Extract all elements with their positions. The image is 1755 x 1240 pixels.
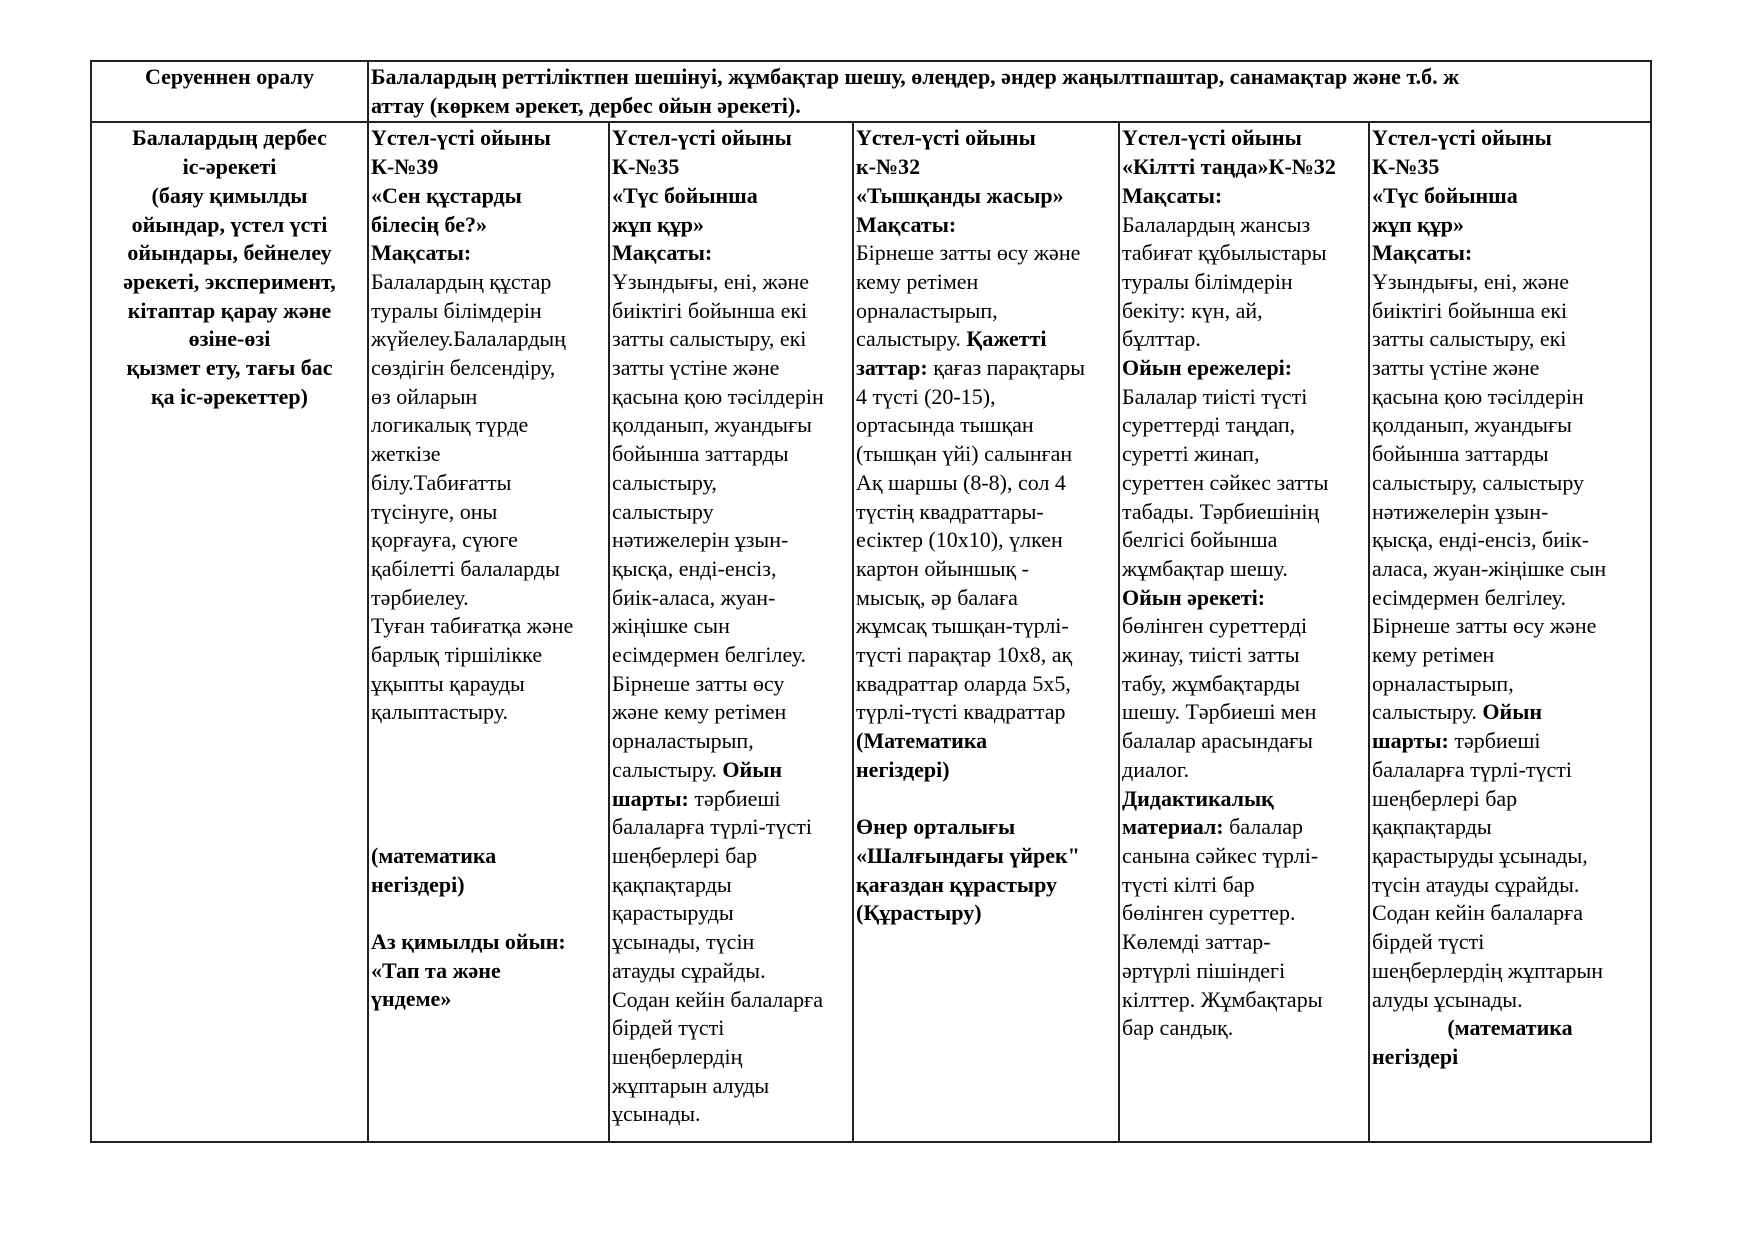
text-line: ұқыпты қарауды bbox=[371, 670, 525, 696]
text-line: затты үстіне және bbox=[612, 355, 780, 381]
text-line: шеңберлері бар bbox=[1372, 785, 1518, 811]
text-line: Үстел-үсті ойыны bbox=[371, 125, 551, 151]
text-line: Үстел-үсті ойыны bbox=[612, 125, 792, 151]
text-line: кему ретімен bbox=[856, 268, 979, 294]
text-line: Ойын әрекеті: bbox=[1122, 584, 1266, 610]
text-line: әртүрлі пішіндегі bbox=[1122, 957, 1286, 983]
text-line: Балалар тиісті түсті bbox=[1122, 383, 1308, 409]
text-line: картон ойыншық - bbox=[856, 555, 1029, 581]
text-line: (Құрастыру) bbox=[856, 900, 982, 926]
text-line: К-№35 bbox=[612, 154, 680, 180]
text-line: мысық, әр балаға bbox=[856, 584, 1018, 610]
text-line: суретті жинап, bbox=[1122, 441, 1260, 467]
text-line: қағаздан құрастыру bbox=[856, 871, 1058, 897]
text-line bbox=[612, 785, 850, 814]
text-line: «Түс бойынша bbox=[1372, 182, 1518, 208]
text-line: (баяу қимылды bbox=[151, 182, 308, 208]
text-line bbox=[371, 727, 606, 756]
text-line: аттау (көркем әрекет, дербес ойын әрекеті). bbox=[371, 92, 801, 118]
text-line: шеңберлердің жұптарын bbox=[1372, 957, 1604, 983]
text-line: К-№35 bbox=[1372, 154, 1440, 180]
text-line: белгісі бойынша bbox=[1122, 527, 1278, 553]
text-line bbox=[1372, 727, 1648, 756]
text-line: жұмбақтар шешу. bbox=[1122, 555, 1288, 581]
text-line: материал: bbox=[1122, 814, 1224, 840]
text-line: Ойын ережелері: bbox=[1122, 355, 1293, 381]
text-line: «Тышқанды жасыр» bbox=[856, 182, 1064, 208]
text-line: Үстел-үсті ойыны bbox=[1372, 125, 1552, 151]
text-line: барлық тіршілікке bbox=[371, 642, 543, 668]
text-line: нәтижелерін ұзын- bbox=[1372, 498, 1549, 524]
text-line: түсінуге, оны bbox=[371, 498, 498, 524]
text-line: бекіту: күн, ай, bbox=[1122, 297, 1263, 323]
text-line: салыстыру. bbox=[1372, 699, 1483, 725]
text-line: қысқа, енді-енсіз, bbox=[612, 555, 777, 581]
text-line: Туған табиғатқа және bbox=[371, 613, 574, 639]
text-line: «Кілтті таңда»К-№32 bbox=[1122, 154, 1336, 180]
table-row-independent-activity bbox=[91, 122, 1651, 1142]
text-line: 4 түсті (20-15), bbox=[856, 383, 996, 409]
text-line: кітаптар қарау және bbox=[127, 297, 332, 323]
text-line bbox=[856, 785, 1116, 814]
text-line: өзіне-өзі bbox=[188, 326, 271, 352]
text-line: Ұзындығы, ені, және bbox=[612, 268, 810, 294]
text-line: салыстыру bbox=[612, 498, 714, 524]
text-line: «Шалғындағы үйрек" bbox=[856, 842, 1080, 868]
text-line: білесің бе?» bbox=[371, 211, 488, 237]
table-row-return-from-walk bbox=[91, 61, 1651, 122]
text-line: шарты: bbox=[612, 785, 689, 811]
text-line: әрекеті, эксперимент, bbox=[123, 268, 336, 294]
text-line: білу.Табиғатты bbox=[371, 469, 512, 495]
activity-plan-table bbox=[90, 60, 1652, 1143]
text-line bbox=[856, 325, 1116, 354]
text-line: іс-әрекеті bbox=[182, 154, 277, 180]
text-line: қолданып, жуандығы bbox=[1372, 412, 1572, 438]
text-line bbox=[1122, 813, 1366, 842]
row-label-return-from-walk: Серуеннен оралу bbox=[91, 61, 368, 122]
text-line: түстің квадраттары- bbox=[856, 498, 1044, 524]
text-line: негіздері bbox=[1372, 1043, 1459, 1069]
text-line bbox=[612, 756, 850, 785]
activity-cell-2 bbox=[609, 122, 853, 1142]
text-line: бөлінген суреттер. bbox=[1122, 900, 1296, 926]
text-line: тәрбиеші bbox=[1448, 728, 1541, 754]
text-line: Үстел-үсті ойыны bbox=[856, 125, 1036, 151]
text-line: Мақсаты: bbox=[371, 240, 472, 266]
text-line: шарты: bbox=[1372, 728, 1449, 754]
text-line: санына сәйкес түрлі- bbox=[1122, 842, 1319, 868]
text-line: Көлемді заттар- bbox=[1122, 929, 1271, 955]
text-line: бар сандық. bbox=[1122, 1015, 1234, 1041]
text-line: «Тап та және bbox=[371, 957, 501, 983]
text-line: бірдей түсті bbox=[612, 1015, 725, 1041]
text-line: биіктігі бойынша екі bbox=[612, 297, 808, 323]
text-line: Бірнеше затты өсу және bbox=[856, 240, 1081, 266]
activity-cell-3 bbox=[853, 122, 1119, 1142]
text-line: қабілетті балаларды bbox=[371, 555, 560, 581]
text-line: түсті парақтар 10х8, ақ bbox=[856, 642, 1073, 668]
text-line: табады. Тәрбиешінің bbox=[1122, 498, 1320, 524]
text-line: Ойын bbox=[1482, 699, 1543, 725]
text-line: Содан кейін балаларға bbox=[612, 986, 823, 1012]
text-line: түрлі-түсті квадраттар bbox=[856, 699, 1066, 725]
text-line: балалар bbox=[1223, 814, 1303, 840]
text-line: Ойын bbox=[722, 756, 783, 782]
text-line: (математика bbox=[371, 842, 497, 868]
activity-cell-1 bbox=[368, 122, 609, 1142]
text-line: қорғауға, сүюге bbox=[371, 527, 518, 553]
text-line: салыстыру. bbox=[612, 756, 723, 782]
text-line: диалог. bbox=[1122, 756, 1189, 782]
text-line bbox=[371, 756, 606, 785]
text-line: табиғат құбылыстары bbox=[1122, 240, 1327, 266]
text-line: ұсынады, түсін bbox=[612, 929, 755, 955]
text-line: салыстыру, салыстыру bbox=[1372, 469, 1585, 495]
text-line: суреттен сәйкес затты bbox=[1122, 469, 1329, 495]
text-line: затты салыстыру, екі bbox=[612, 326, 807, 352]
text-line: негіздері) bbox=[856, 756, 950, 782]
text-line: «Түс бойынша bbox=[612, 182, 758, 208]
text-line: (Математика bbox=[856, 728, 988, 754]
text-line: есімдермен белгілеу. bbox=[1372, 584, 1566, 610]
text-line: жұмсақ тышқан-түрлі- bbox=[856, 613, 1069, 639]
text-line: аласа, жуан-жіңішке сын bbox=[1372, 555, 1607, 581]
text-line: жұп құр» bbox=[1372, 211, 1465, 237]
text-line: атауды сұрайды. bbox=[612, 957, 766, 983]
text-line: Мақсаты: bbox=[1122, 182, 1223, 208]
text-line: суреттерді таңдап, bbox=[1122, 412, 1296, 438]
text-line: ойындар, үстел үсті bbox=[131, 211, 328, 237]
text-line: қолданып, жуандығы bbox=[612, 412, 812, 438]
row-label-independent-activity bbox=[91, 122, 368, 1142]
activity-cell-4 bbox=[1119, 122, 1369, 1142]
text-line: Үстел-үсті ойыны bbox=[1122, 125, 1302, 151]
text-line: түсті кілті бар bbox=[1122, 871, 1255, 897]
text-line: Балалардың дербес bbox=[132, 125, 327, 151]
text-line: Бірнеше затты өсу және bbox=[1372, 613, 1597, 639]
text-line: кему ретімен bbox=[1372, 642, 1495, 668]
text-line: Бірнеше затты өсу bbox=[612, 670, 785, 696]
text-line: ойындары, бейнелеу bbox=[127, 240, 332, 266]
text-line: бұлттар. bbox=[1122, 326, 1201, 352]
text-line: шеңберлері бар bbox=[612, 842, 758, 868]
text-line: тәрбиелеу. bbox=[371, 584, 469, 610]
text-line bbox=[371, 899, 606, 928]
text-line: нәтижелерін ұзын- bbox=[612, 527, 789, 553]
text-line: орналастырып, bbox=[612, 728, 754, 754]
text-line: қағаз парақтары bbox=[927, 355, 1086, 381]
text-line: қызмет ету, тағы бас bbox=[126, 355, 333, 381]
text-line bbox=[371, 785, 606, 814]
text-line: балаларға түрлі-түсті bbox=[612, 814, 812, 840]
activity-cell-5 bbox=[1369, 122, 1651, 1142]
text-line: бойынша заттарды bbox=[1372, 441, 1549, 467]
text-line: заттар: bbox=[856, 355, 928, 381]
text-line: «Сен құстарды bbox=[371, 182, 522, 208]
text-line: табу, жұмбақтарды bbox=[1122, 670, 1300, 696]
text-line: қалыптастыру. bbox=[371, 699, 508, 725]
text-line: биік-аласа, жуан- bbox=[612, 584, 776, 610]
text-line: салыстыру, bbox=[612, 469, 717, 495]
text-line: шеңберлердің bbox=[612, 1043, 743, 1069]
text-line: жеткізе bbox=[371, 441, 441, 467]
text-line: Қажетті bbox=[966, 326, 1047, 352]
text-line: Ұзындығы, ені, және bbox=[1372, 268, 1570, 294]
text-line: қысқа, енді-енсіз, биік- bbox=[1372, 527, 1590, 553]
text-line: орналастырып, bbox=[856, 297, 998, 323]
text-line: Балалардың реттіліктпен шешінуі, жұмбақтар шешу, өлеңдер, әндер жаңылтпаштар, санамақтар және т.б. ж bbox=[371, 64, 1460, 89]
text-line: Балалардың жансыз bbox=[1122, 211, 1311, 237]
text-line: туралы білімдерін bbox=[371, 297, 542, 323]
return-from-walk-description bbox=[368, 61, 1651, 122]
text-line: сөздігін белсендіру, bbox=[371, 355, 556, 381]
text-line: түсін атауды сұрайды. bbox=[1372, 871, 1580, 897]
text-line: Өнер орталығы bbox=[856, 814, 1016, 840]
text-line: квадраттар оларда 5х5, bbox=[856, 670, 1071, 696]
text-line: жіңішке сын bbox=[612, 613, 730, 639]
text-line: алуды ұсынады. bbox=[1372, 986, 1523, 1012]
text-line: қақпақтарды bbox=[612, 871, 732, 897]
text-line: шешу. Тәрбиеші мен bbox=[1122, 699, 1317, 725]
text-line: жұп құр» bbox=[612, 211, 705, 237]
text-line bbox=[856, 354, 1116, 383]
text-line: және кему ретімен bbox=[612, 699, 787, 725]
text-line: туралы білімдерін bbox=[1122, 268, 1293, 294]
text-line: Балалардың құстар bbox=[371, 268, 552, 294]
text-line: бірдей түсті bbox=[1372, 929, 1485, 955]
text-line: затты үстіне және bbox=[1372, 355, 1540, 381]
text-line: тәрбиеші bbox=[688, 785, 781, 811]
text-line: Мақсаты: bbox=[856, 211, 957, 237]
text-line: балаларға түрлі-түсті bbox=[1372, 756, 1572, 782]
text-line: үндеме» bbox=[371, 986, 452, 1012]
text-line bbox=[371, 813, 606, 842]
text-line: балалар арасындағы bbox=[1122, 728, 1313, 754]
text-line: негіздері) bbox=[371, 871, 465, 897]
text-line: бойынша заттарды bbox=[612, 441, 789, 467]
text-line: қақпақтарды bbox=[1372, 814, 1492, 840]
text-line: есімдермен белгілеу. bbox=[612, 642, 806, 668]
text-line: логикалық түрде bbox=[371, 412, 529, 438]
text-line: Содан кейін балаларға bbox=[1372, 900, 1583, 926]
text-line: биіктігі бойынша екі bbox=[1372, 297, 1568, 323]
text-line: к-№32 bbox=[856, 154, 921, 180]
text-line: қа іс-әрекеттер) bbox=[151, 383, 308, 409]
text-line: қасына қою тәсілдерін bbox=[1372, 383, 1584, 409]
text-line: есіктер (10х10), үлкен bbox=[856, 527, 1063, 553]
text-line: (математика bbox=[1447, 1015, 1573, 1041]
text-line: ортасында тышқан bbox=[856, 412, 1034, 438]
text-line: ұсынады. bbox=[612, 1101, 701, 1127]
text-line: жинау, тиісті затты bbox=[1122, 642, 1300, 668]
text-line: өз ойларын bbox=[371, 383, 478, 409]
text-line: затты салыстыру, екі bbox=[1372, 326, 1567, 352]
text-line: Мақсаты: bbox=[1372, 240, 1473, 266]
text-line: кілттер. Жұмбақтары bbox=[1122, 986, 1323, 1012]
text-line: жұптарын алуды bbox=[612, 1072, 770, 1098]
text-line: жүйелеу.Балалардың bbox=[371, 326, 566, 352]
text-line: салыстыру. bbox=[856, 326, 967, 352]
text-line: Аз қимылды ойын: bbox=[371, 929, 566, 955]
text-line: бөлінген суреттерді bbox=[1122, 613, 1308, 639]
text-line bbox=[1372, 698, 1648, 727]
text-line: Дидактикалық bbox=[1122, 785, 1274, 811]
text-line: К-№39 bbox=[371, 154, 439, 180]
text-line: (тышқан үйі) салынған bbox=[856, 441, 1073, 467]
text-line: қасына қою тәсілдерін bbox=[612, 383, 824, 409]
text-line: қарастыруды bbox=[612, 900, 734, 926]
text-line: Мақсаты: bbox=[612, 240, 713, 266]
text-line: орналастырып, bbox=[1372, 670, 1514, 696]
text-line: Ақ шаршы (8-8), сол 4 bbox=[856, 469, 1066, 495]
text-line: қарастыруды ұсынады, bbox=[1372, 842, 1588, 868]
